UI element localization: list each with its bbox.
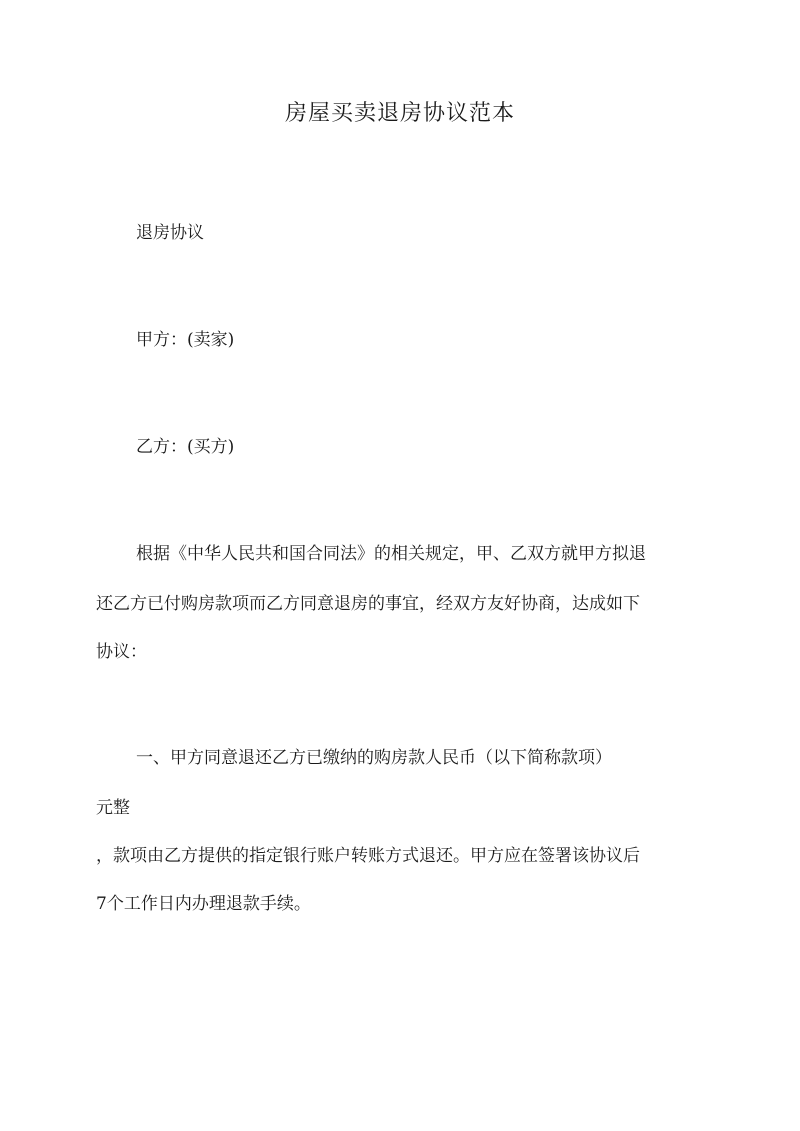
document-title: 房屋买卖退房协议范本 <box>284 101 515 126</box>
intro-line-2: 还乙方已付购房款项而乙方同意退房的事宜，经双方友好协商，达成如下 <box>96 594 640 614</box>
clause-1-line-1: 一、甲方同意退还乙方已缴纳的购房款人民币（以下简称款项） <box>136 748 612 768</box>
intro-line-3: 协议： <box>96 642 147 662</box>
agreement-heading: 退房协议 <box>136 223 204 243</box>
clause-1-line-4: 7个工作日内办理退款手续。 <box>96 894 311 914</box>
party-b-line: 乙方：(买方) <box>136 437 235 457</box>
party-a-line: 甲方：(卖家) <box>136 330 235 350</box>
clause-1-line-3: ，款项由乙方提供的指定银行账户转账方式退还。甲方应在签署该协议后 <box>96 846 640 866</box>
intro-line-1: 根据《中华人民共和国合同法》的相关规定，甲、乙双方就甲方拟退 <box>136 544 646 564</box>
clause-1-line-2: 元整 <box>96 798 130 818</box>
